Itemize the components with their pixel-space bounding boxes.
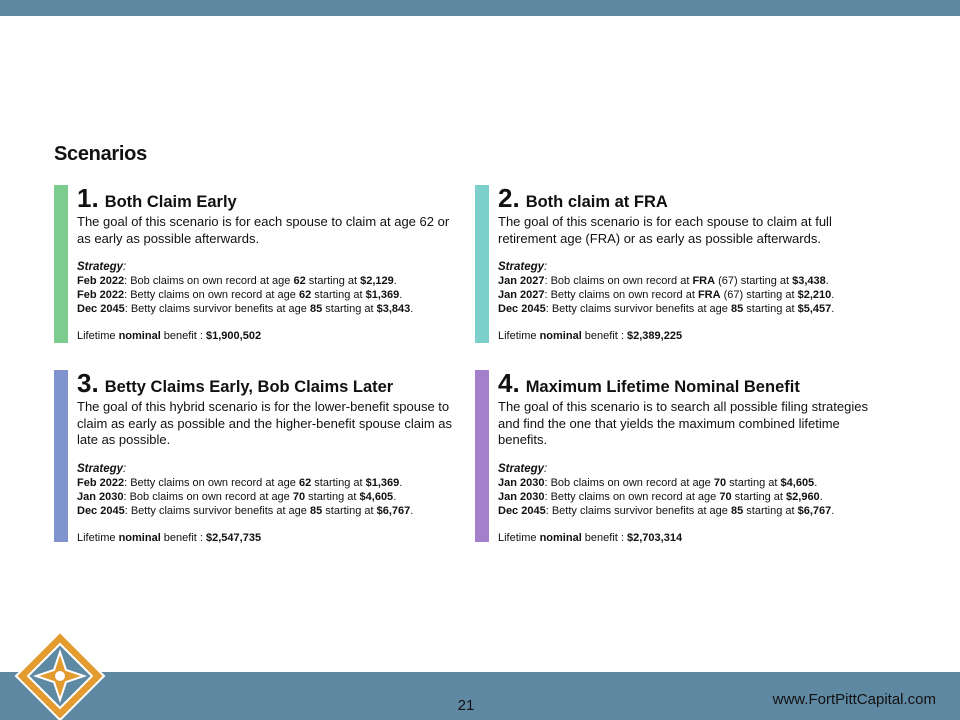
strategy-step: Jan 2027: Betty claims on own record at FRA (67) starting at $2,210. <box>498 289 835 301</box>
scenario-title: Maximum Lifetime Nominal Benefit <box>525 378 800 396</box>
scenario-number: 2. <box>498 183 520 213</box>
strategy-steps <box>498 476 883 518</box>
scenario-color-bar <box>54 185 68 343</box>
top-bar <box>0 0 960 16</box>
scenario-color-bar <box>54 370 68 542</box>
strategy-step: Jan 2030: Bob claims on own record at age 70 starting at $4,605. <box>77 490 397 503</box>
strategy-step: Jan 2027: Bob claims on own record at FRA (67) starting at $3,438. <box>498 275 829 287</box>
scenario-number: 4. <box>498 368 520 398</box>
lifetime-benefit: Lifetime nominal benefit : $1,900,502 <box>77 330 262 342</box>
scenario-title: Betty Claims Early, Bob Claims Later <box>104 378 394 396</box>
strategy-step: Dec 2045: Betty claims survivor benefits at age 85 starting at $3,843. <box>77 303 414 315</box>
section-title: Scenarios <box>54 143 147 165</box>
lifetime-benefit: Lifetime nominal benefit : $2,389,225 <box>498 330 683 342</box>
strategy-step: Feb 2022: Betty claims on own record at age 62 starting at $1,369. <box>77 289 403 301</box>
strategy-label: Strategy: <box>498 462 548 475</box>
fort-pitt-logo-icon <box>14 630 106 720</box>
scenario-card-1 <box>54 185 462 343</box>
website-url: www.FortPittCapital.com <box>772 691 936 708</box>
scenario-color-bar <box>475 370 489 542</box>
strategy-step: Feb 2022: Betty claims on own record at age 62 starting at $1,369. <box>77 476 403 489</box>
lifetime-benefit: Lifetime nominal benefit : $2,703,314 <box>498 531 683 544</box>
strategy-label: Strategy: <box>77 462 127 475</box>
scenario-number: 3. <box>77 368 99 398</box>
scenario-title: Both claim at FRA <box>525 193 668 211</box>
scenario-card-2 <box>475 185 883 343</box>
scenario-color-bar <box>475 185 489 343</box>
strategy-steps <box>498 274 883 316</box>
scenario-description: The goal of this hybrid scenario is for the lower-benefit spouse to claim as early as possible and the higher-benefit spouse claim as late as possible. <box>77 399 453 447</box>
scenario-description: The goal of this scenario is for each spouse to claim at full retirement age (FRA) or as early as possible afterwards. <box>498 214 832 246</box>
strategy-step: Dec 2045: Betty claims survivor benefits at age 85 starting at $6,767. <box>77 504 414 517</box>
strategy-label: Strategy: <box>498 261 548 273</box>
scenario-description: The goal of this scenario is to search all possible filing strategies and find the one that yields the maximum combined lifetime benefits. <box>498 399 868 447</box>
scenario-card-3 <box>54 370 462 542</box>
scenario-card-4 <box>475 370 883 542</box>
scenario-description: The goal of this scenario is for each spouse to claim at age 62 or as early as possible afterwards. <box>77 214 450 246</box>
strategy-step: Feb 2022: Bob claims on own record at age 62 starting at $2,129. <box>77 275 397 287</box>
strategy-steps <box>77 476 462 518</box>
lifetime-benefit: Lifetime nominal benefit : $2,547,735 <box>77 531 262 544</box>
strategy-step: Dec 2045: Betty claims survivor benefits at age 85 starting at $5,457. <box>498 303 835 315</box>
strategy-step: Dec 2045: Betty claims survivor benefits at age 85 starting at $6,767. <box>498 504 835 517</box>
page-number: 21 <box>457 697 475 714</box>
strategy-label: Strategy: <box>77 261 127 273</box>
strategy-steps <box>77 274 462 316</box>
scenario-title: Both Claim Early <box>104 193 237 211</box>
strategy-step: Jan 2030: Betty claims on own record at age 70 starting at $2,960. <box>498 490 823 503</box>
scenario-number: 1. <box>77 183 99 213</box>
strategy-step: Jan 2030: Bob claims on own record at age 70 starting at $4,605. <box>498 476 818 489</box>
